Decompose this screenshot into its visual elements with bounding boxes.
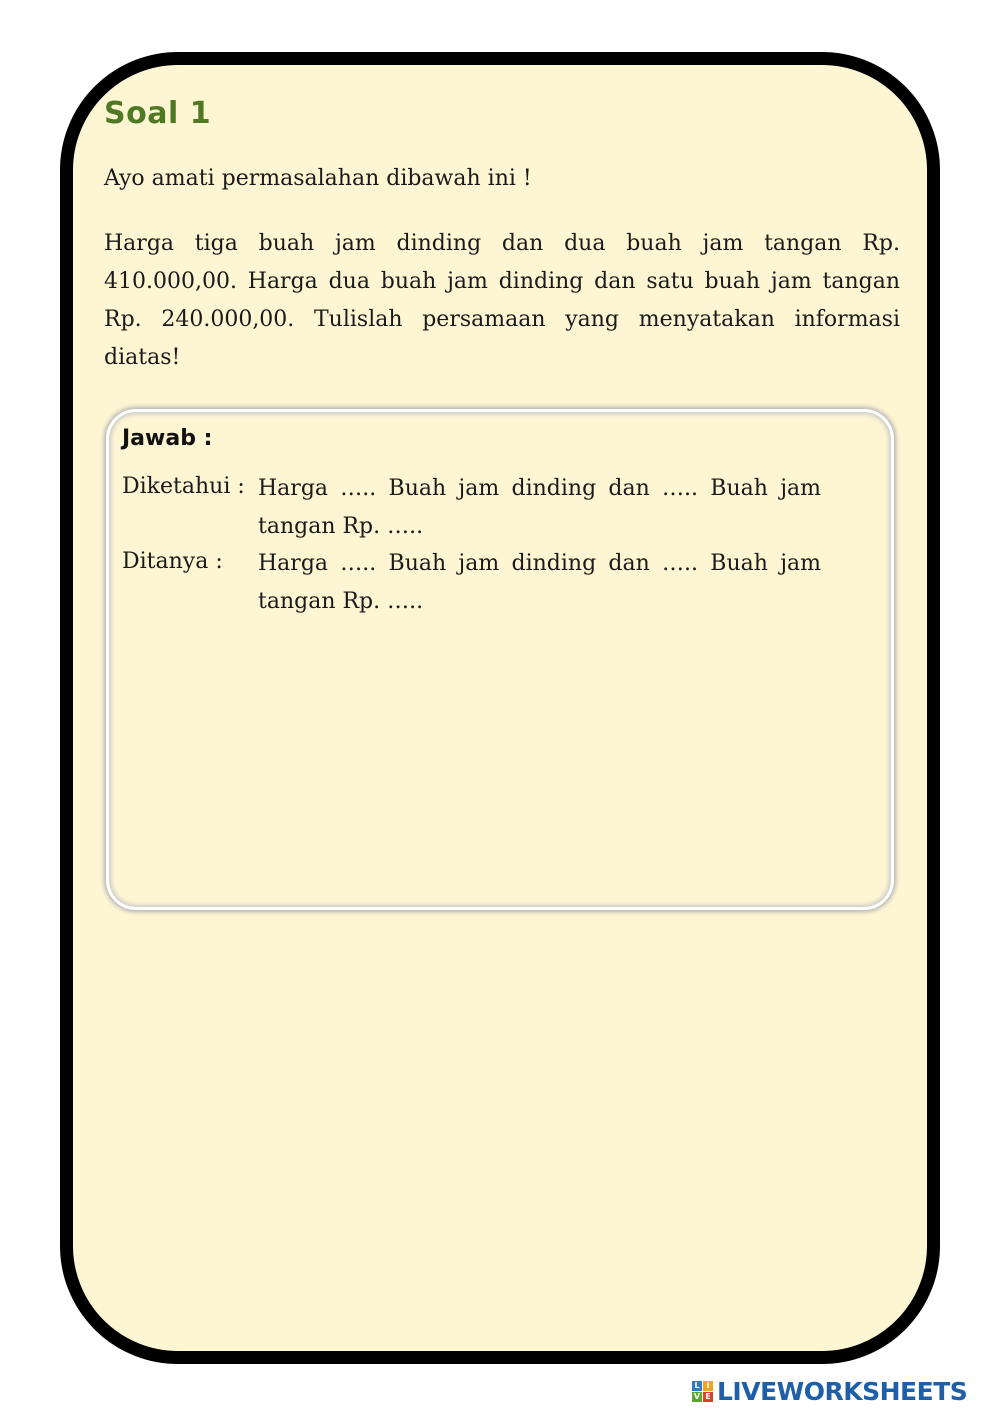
given-label: Diketahui :	[122, 474, 245, 499]
logo-letter-v: V	[693, 1391, 701, 1401]
question-intro: Ayo amati permasalahan dibawah ini !	[104, 166, 532, 191]
asked-label: Ditanya :	[122, 549, 223, 574]
problem-statement: Harga tiga buah jam dinding dan dua buah jam tangan Rp. 410.000,00. Harga dua buah jam dinding dan satu buah jam tangan Rp. 240.000,00. Tulislah persamaan yang menyatakan informasi diatas!	[104, 231, 900, 370]
asked-text: Harga ….. Buah jam dinding dan ….. Buah jam tangan Rp. …..	[258, 551, 821, 614]
question-title: Soal 1	[104, 96, 212, 131]
logo-letter-i: I	[703, 1381, 713, 1391]
liveworksheets-logo-icon	[692, 1381, 713, 1402]
logo-letter-l: L	[692, 1381, 702, 1391]
answer-title: Jawab :	[122, 426, 213, 451]
given-text: Harga ….. Buah jam dinding dan ….. Buah jam tangan Rp. …..	[258, 476, 821, 539]
logo-letter-e: E	[703, 1392, 713, 1402]
liveworksheets-brand: LIVEWORKSHEETS	[717, 1376, 968, 1406]
liveworksheets-footer	[692, 1376, 967, 1406]
